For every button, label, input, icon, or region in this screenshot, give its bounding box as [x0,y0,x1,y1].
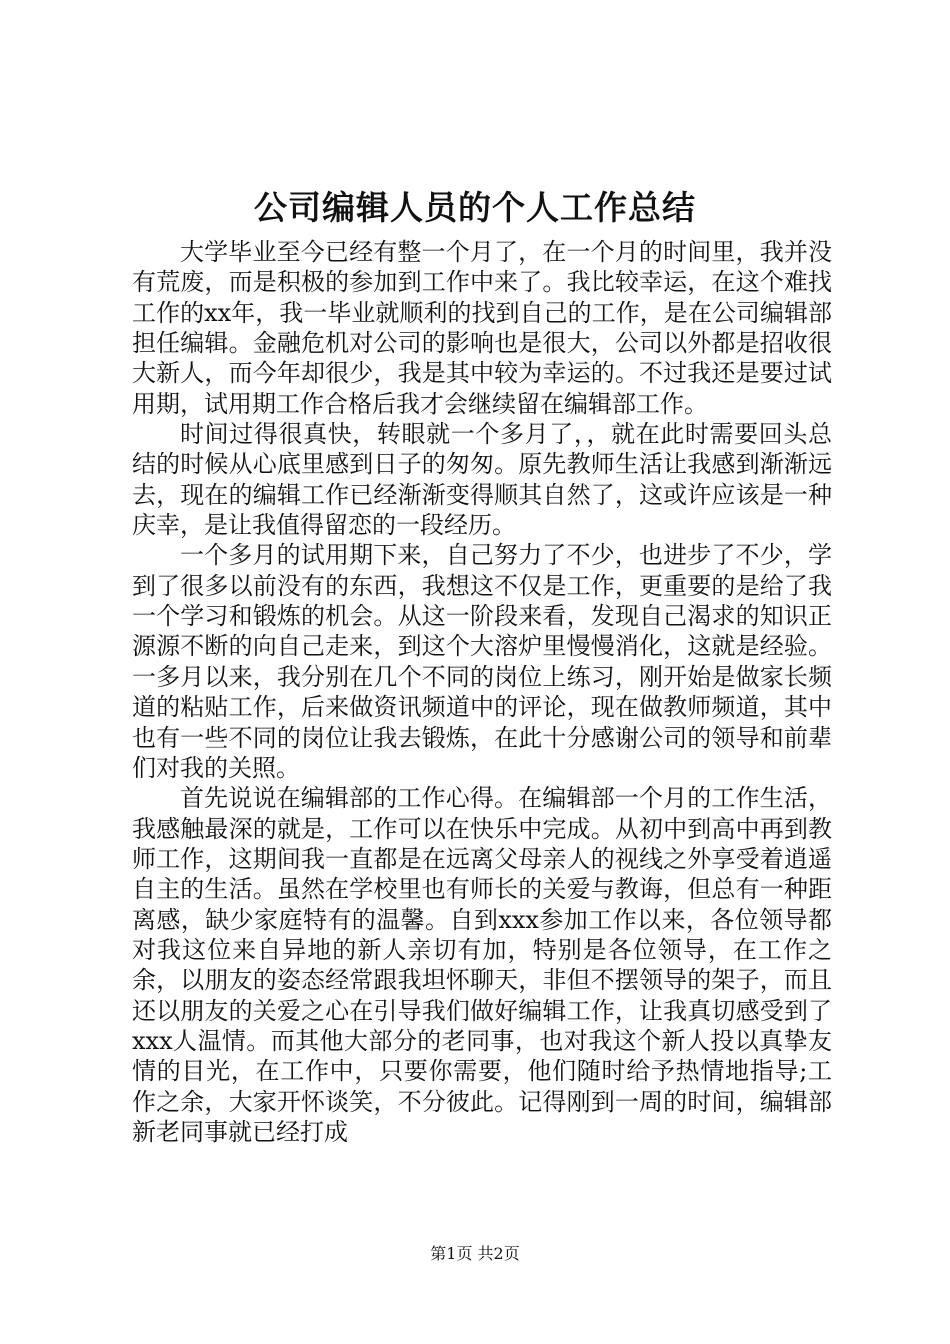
page-number-footer: 第1页 共2页 [430,1244,520,1263]
paragraph-2: 时间过得很真快，转眼就一个多月了，，就在此时需要回头总结的时候从心底里感到日子的匆匆。原先教师生活让我感到渐渐远去，现在的编辑工作已经渐渐变得顺其自然了，这或许应该是一种庆幸，是让我值得留恋的一段经历。 [132,420,832,540]
paragraph-1: 大学毕业至今已经有整一个月了，在一个月的时间里，我并没有荒废，而是积极的参加到工作中来了。我比较幸运，在这个难找工作的xx年，我一毕业就顺利的找到自己的工作，是在公司编辑部担任编辑。金融危机对公司的影响也是很大，公司以外都是招收很大新人，而今年却很少，我是其中较为幸运的。不过我还是要过试用期，试用期工作合格后我才会继续留在编辑部工作。 [132,238,832,418]
paragraph-4: 首先说说在编辑部的工作心得。在编辑部一个月的工作生活，我感触最深的就是，工作可以在快乐中完成。从初中到高中再到教师工作，这期间我一直都是在远离父母亲人的视线之外享受着逍遥自主的生活。虽然在学校里也有师长的关爱与教诲，但总有一种距离感，缺少家庭特有的温馨。自到xxx参加工作以来，各位领导都对我这位来自异地的新人亲切有加，特别是各位领导，在工作之余，以朋友的姿态经常跟我坦怀聊天，非但不摆领导的架子，而且还以朋友的关爱之心在引导我们做好编辑工作，让我真切感受到了xxx人温情。而其他大部分的老同事，也对我这个新人投以真挚友情的目光，在工作中，只要你需要，他们随时给予热情地指导;工作之余，大家开怀谈笑，不分彼此。记得刚到一周的时间，编辑部新老同事就已经打成 [132,784,832,1146]
document-body [132,237,832,1147]
document-title: 公司编辑人员的个人工作总结 [254,188,696,227]
paragraph-3: 一个多月的试用期下来，自己努力了不少，也进步了不少，学到了很多以前没有的东西，我想这不仅是工作，更重要的是给了我一个学习和锻炼的机会。从这一阶段来看，发现自己渴求的知识正源源不断的向自己走来，到这个大溶炉里慢慢消化，这就是经验。一多月以来，我分别在几个不同的岗位上练习，刚开始是做家长频道的粘贴工作，后来做资讯频道中的评论，现在做教师频道，其中也有一些不同的岗位让我去锻炼，在此十分感谢公司的领导和前辈们对我的关照。 [132,541,832,782]
